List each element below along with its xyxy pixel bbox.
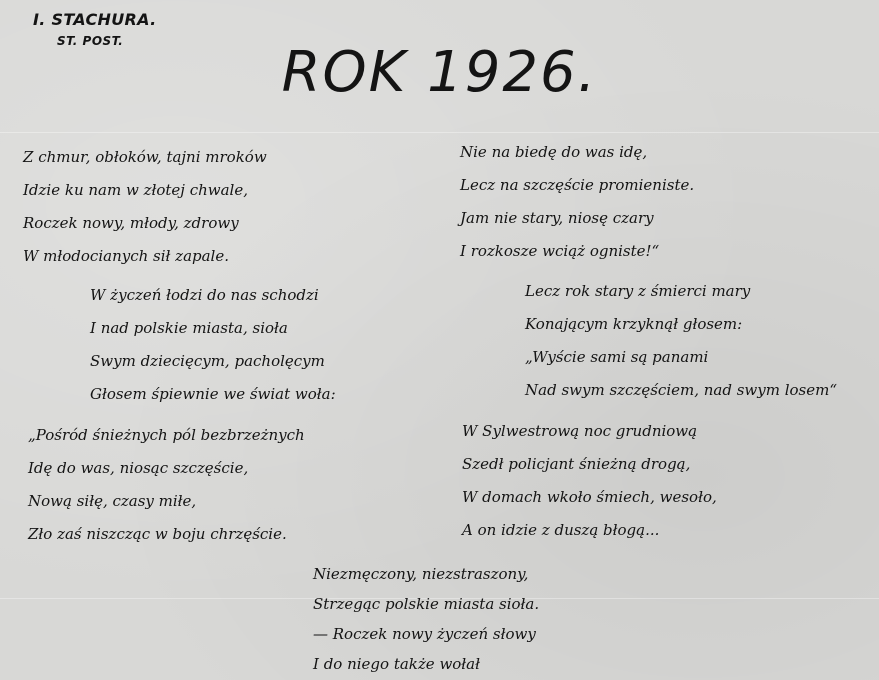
verse-line: „Wyście sami są panami <box>525 348 709 366</box>
stanza-1 <box>23 141 267 273</box>
verse-line: „Pośród śnieżnych pól bezbrzeżnych <box>28 426 305 444</box>
verse-line: Konającym krzyknął głosem: <box>525 315 743 333</box>
verse-line: Lecz rok stary z śmierci mary <box>525 282 751 300</box>
author-rank: ST. POST. <box>57 34 124 48</box>
stanza-7 <box>313 559 539 679</box>
stanza-6 <box>462 415 717 547</box>
author-name: I. STACHURA. <box>33 10 157 29</box>
stanza-2 <box>90 279 336 411</box>
verse-line: Swym dziecięcym, pacholęcym <box>90 352 325 370</box>
verse-line: W życzeń łodzi do nas schodzi <box>90 286 319 304</box>
poem-title: ROK 1926. <box>281 40 598 105</box>
verse-line: W Sylwestrową noc grudniową <box>462 422 698 440</box>
paper-fold-line <box>0 132 879 133</box>
verse-line: Jam nie stary, niosę czary <box>460 209 654 227</box>
verse-line: Nad swym szczęściem, nad swym losem“ <box>525 381 838 399</box>
verse-line: — Roczek nowy życzeń słowy <box>313 625 536 643</box>
verse-line: Lecz na szczęście promieniste. <box>460 176 695 194</box>
verse-line: Nową siłę, czasy miłe, <box>28 492 197 510</box>
verse-line: W młodocianych sił zapale. <box>23 247 230 265</box>
verse-line: W domach wkoło śmiech, wesoło, <box>462 488 717 506</box>
verse-line: Szedł policjant śnieżną drogą, <box>462 455 691 473</box>
verse-line: I nad polskie miasta, sioła <box>90 319 288 337</box>
verse-line: Idę do was, niosąc szczęście, <box>28 459 249 477</box>
verse-line: I do niego także wołał <box>313 655 480 673</box>
verse-line: A on idzie z duszą błogą... <box>462 521 660 539</box>
verse-line: Niezmęczony, niezstraszony, <box>313 565 529 583</box>
verse-line: Roczek nowy, młody, zdrowy <box>23 214 239 232</box>
verse-line: Zło zaś niszcząc w boju chrzęście. <box>28 525 287 543</box>
verse-line: Głosem śpiewnie we świat woła: <box>90 385 336 403</box>
verse-line: Nie na biedę do was idę, <box>460 143 648 161</box>
stanza-3 <box>28 419 305 551</box>
stanza-4 <box>460 136 694 268</box>
stanza-5 <box>525 275 837 407</box>
verse-line: I rozkosze wciąż ogniste!“ <box>460 242 660 260</box>
verse-line: Idzie ku nam w złotej chwale, <box>23 181 248 199</box>
verse-line: Z chmur, obłoków, tajni mroków <box>23 148 267 166</box>
verse-line: Strzegąc polskie miasta sioła. <box>313 595 540 613</box>
